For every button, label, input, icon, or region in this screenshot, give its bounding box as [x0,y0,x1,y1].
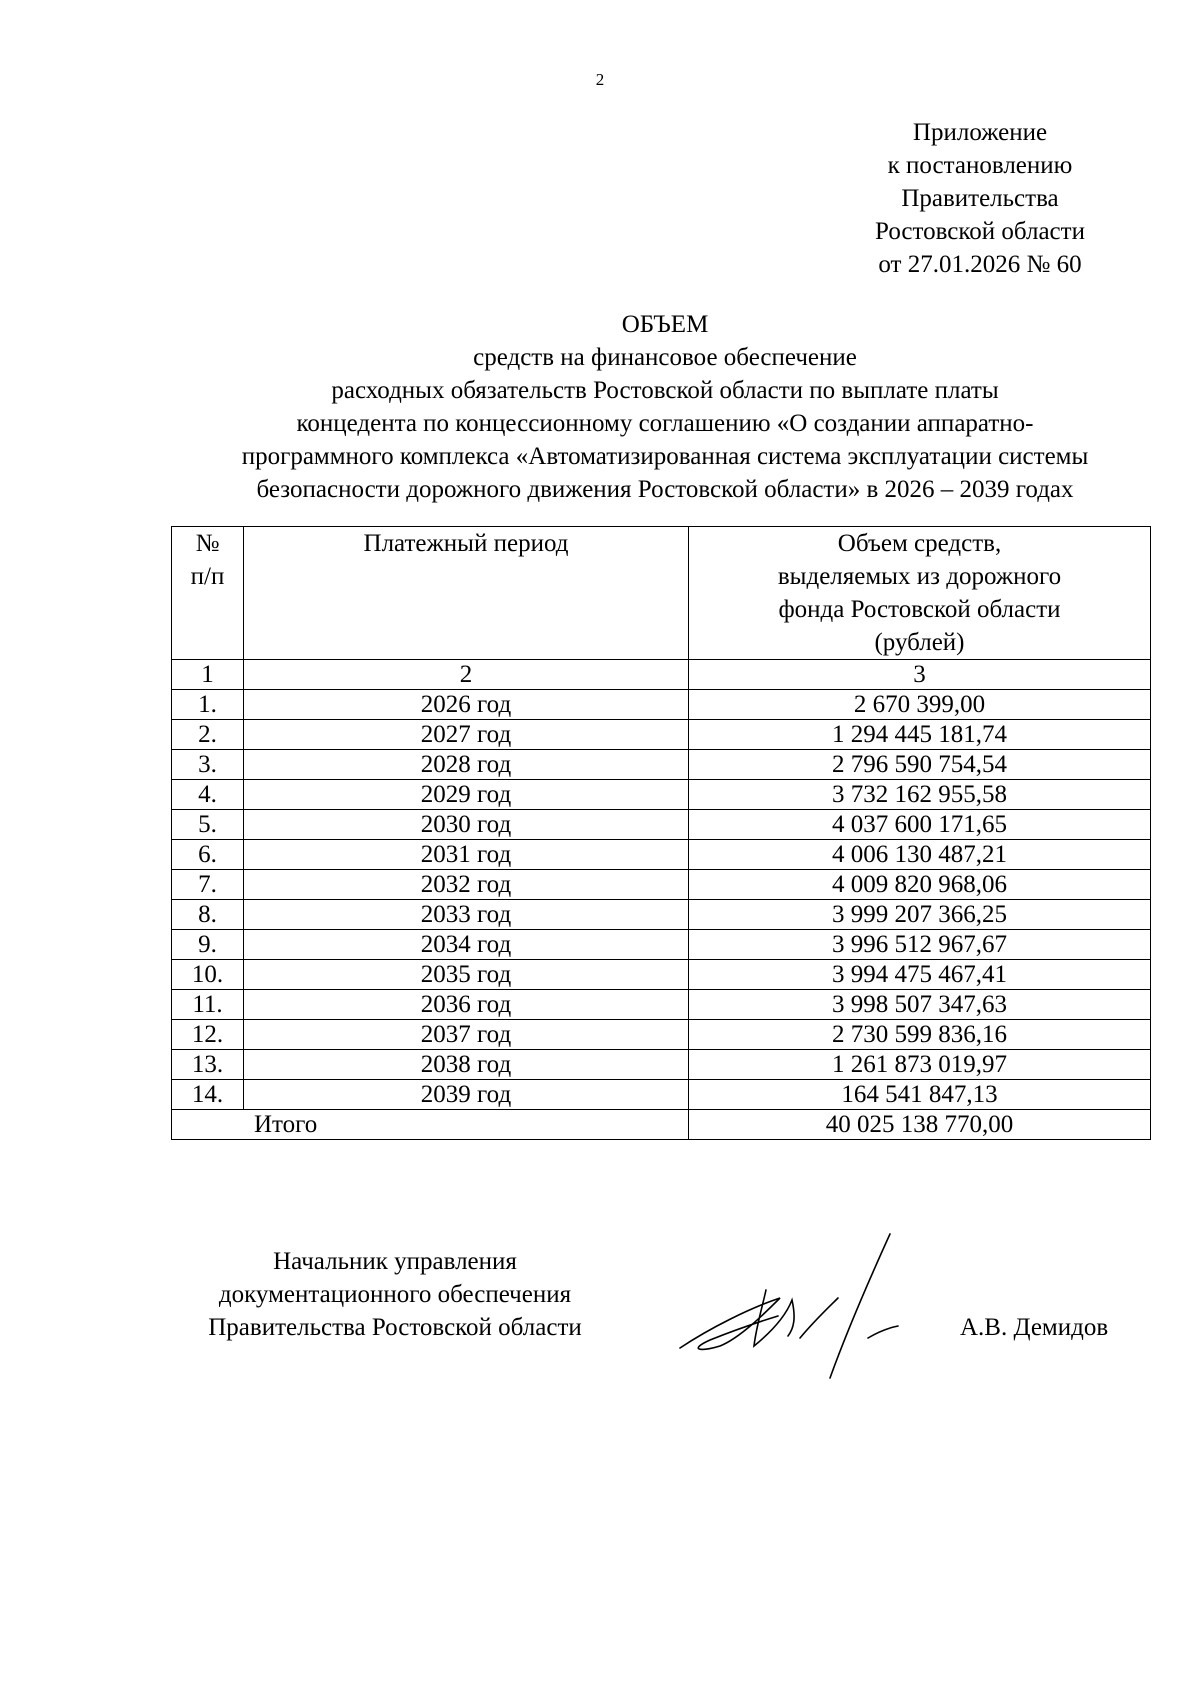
appendix-block [830,116,1130,281]
header-period: Платежный период [244,527,689,660]
row-period: 2034 год [244,930,689,960]
signature-stroke [830,1234,890,1378]
row-number: 4. [172,780,244,810]
row-period: 2026 год [244,690,689,720]
row-period: 2032 год [244,870,689,900]
total-row [172,1110,1151,1140]
row-amount: 4 006 130 487,21 [689,840,1151,870]
row-amount: 3 996 512 967,67 [689,930,1151,960]
header-amount-line: Объем средств, [837,530,1002,557]
column-number-row [172,660,1151,690]
total-amount: 40 025 138 770,00 [689,1110,1151,1140]
row-period: 2033 год [244,900,689,930]
row-period: 2037 год [244,1020,689,1050]
row-period: 2029 год [244,780,689,810]
appendix-line: Приложение [912,119,1048,146]
title-line: безопасности дорожного движения Ростовской области» в 2026 – 2039 годах [256,476,1074,503]
table-row [172,750,1151,780]
title-heading: ОБЪЕМ [621,311,709,338]
row-amount: 2 796 590 754,54 [689,750,1151,780]
signer-position-line: документационного обеспечения [218,1281,572,1308]
title-line: средств на финансовое обеспечение [473,344,857,371]
row-amount: 4 009 820 968,06 [689,870,1151,900]
row-number: 2. [172,720,244,750]
row-amount: 1 294 445 181,74 [689,720,1151,750]
header-amount [689,527,1151,660]
row-number: 11. [172,990,244,1020]
header-amount-line: выделяемых из дорожного [777,563,1062,590]
table-row [172,810,1151,840]
column-number: 2 [244,660,689,690]
row-period: 2039 год [244,1080,689,1110]
row-amount: 3 999 207 366,25 [689,900,1151,930]
table-header-row [172,527,1151,660]
row-number: 8. [172,900,244,930]
row-number: 12. [172,1020,244,1050]
row-period: 2027 год [244,720,689,750]
document-title [150,308,1180,506]
handwritten-signature [670,1228,960,1388]
row-amount: 2 670 399,00 [689,690,1151,720]
row-number: 7. [172,870,244,900]
row-amount: 4 037 600 171,65 [689,810,1151,840]
header-amount-line: (рублей) [874,629,965,656]
table-row [172,1050,1151,1080]
table-body [172,660,1151,1110]
column-number: 1 [172,660,244,690]
row-amount: 1 261 873 019,97 [689,1050,1151,1080]
table-row [172,1020,1151,1050]
row-amount: 3 998 507 347,63 [689,990,1151,1020]
table-row [172,690,1151,720]
header-num-line: № [195,530,220,557]
signer-position-line: Правительства Ростовской области [208,1314,582,1341]
appendix-line: от 27.01.2026 № 60 [878,251,1082,278]
funds-table [171,526,1151,1140]
signer-position-line: Начальник управления [273,1248,517,1275]
title-line: расходных обязательств Ростовской области по выплате платы [331,377,999,404]
table-row [172,900,1151,930]
appendix-line: Правительства [901,185,1059,212]
row-number: 6. [172,840,244,870]
header-num-line: п/п [190,563,225,590]
appendix-line: к постановлению [887,152,1073,179]
signature-stroke [868,1326,898,1338]
row-period: 2038 год [244,1050,689,1080]
signer-position [160,1245,630,1344]
row-period: 2028 год [244,750,689,780]
row-number: 5. [172,810,244,840]
row-period: 2031 год [244,840,689,870]
row-number: 13. [172,1050,244,1080]
header-amount-line: фонда Ростовской области [778,596,1061,623]
row-period: 2030 год [244,810,689,840]
row-amount: 3 732 162 955,58 [689,780,1151,810]
table-row [172,1080,1151,1110]
signer-name: А.В. Демидов [960,1314,1109,1341]
title-line: концедента по концессионному соглашению «О создании аппаратно- [296,410,1034,437]
table-row [172,930,1151,960]
table-row [172,870,1151,900]
header-num [172,527,244,660]
row-number: 14. [172,1080,244,1110]
row-number: 10. [172,960,244,990]
row-period: 2036 год [244,990,689,1020]
appendix-line: Ростовской области [875,218,1085,245]
table-row [172,780,1151,810]
page-number: 2 [595,70,605,89]
table-row [172,960,1151,990]
row-amount: 164 541 847,13 [689,1080,1151,1110]
signature-stroke [800,1298,838,1338]
row-amount: 3 994 475 467,41 [689,960,1151,990]
row-number: 1. [172,690,244,720]
table-row [172,990,1151,1020]
table-row [172,720,1151,750]
table-row [172,840,1151,870]
signature-stroke [680,1298,780,1349]
row-number: 9. [172,930,244,960]
total-label: Итого [172,1110,689,1140]
column-number: 3 [689,660,1151,690]
row-period: 2035 год [244,960,689,990]
row-amount: 2 730 599 836,16 [689,1020,1151,1050]
title-line: программного комплекса «Автоматизированная система эксплуатации системы [241,443,1089,470]
row-number: 3. [172,750,244,780]
